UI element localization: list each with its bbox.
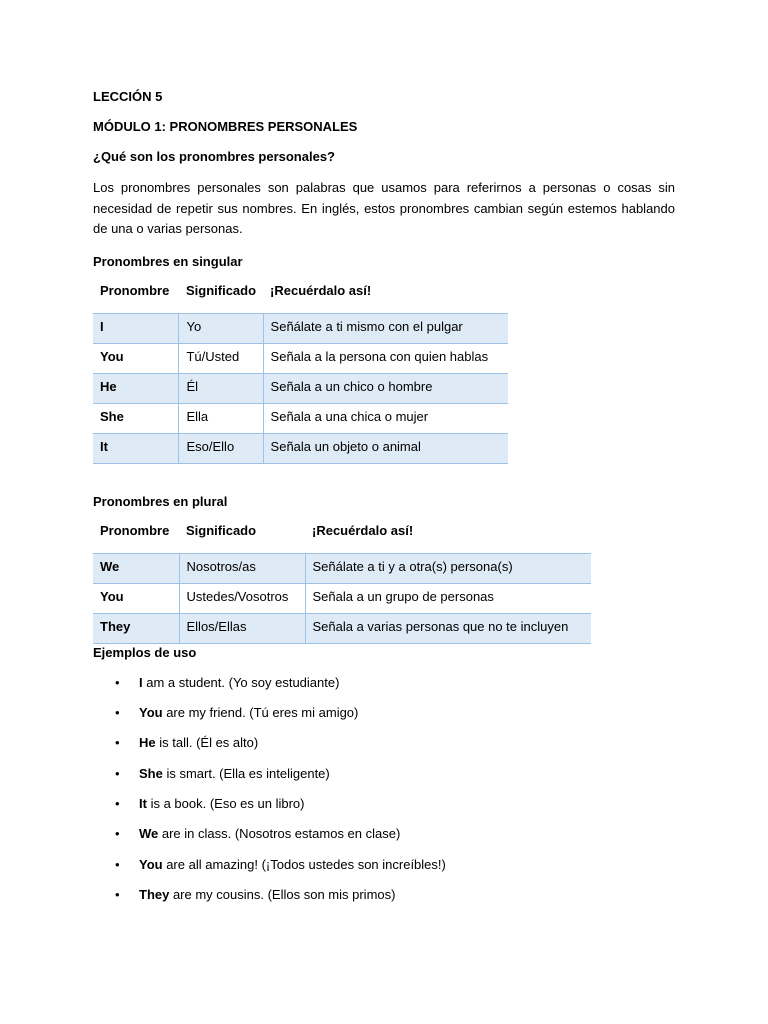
singular-heading: Pronombres en singular [93, 253, 243, 269]
list-item [93, 782, 675, 812]
remember-cell: Señala a un grupo de personas [305, 583, 591, 613]
table-header-row [93, 523, 591, 554]
pronoun-cell: You [93, 583, 179, 613]
singular-pronouns-table [93, 283, 508, 464]
meaning-cell: Ella [179, 403, 263, 433]
table-row [93, 553, 591, 583]
list-item [93, 721, 675, 751]
remember-cell: Señala a una chica o mujer [263, 403, 508, 433]
pronoun-cell: I [93, 313, 179, 343]
meaning-cell: Él [179, 373, 263, 403]
table-header-row [93, 283, 508, 314]
examples-heading: Ejemplos de uso [93, 644, 197, 660]
plural-heading: Pronombres en plural [93, 493, 228, 509]
example-sentence: are all amazing! (¡Todos ustedes son increíbles!) [162, 856, 446, 872]
meaning-cell: Eso/Ello [179, 433, 263, 463]
remember-cell: Señálate a ti mismo con el pulgar [263, 313, 508, 343]
example-pronoun: They [139, 887, 170, 903]
plural-pronouns-table [93, 523, 591, 644]
question-heading: ¿Qué son los pronombres personales? [93, 149, 335, 164]
pronoun-cell: We [93, 553, 179, 583]
column-header-pronoun: Pronombre [100, 282, 170, 298]
bullet-icon: • [115, 674, 120, 690]
example-pronoun: It [139, 796, 147, 812]
list-item [93, 691, 675, 721]
column-header-meaning: Significado [185, 282, 257, 298]
bullet-icon: • [115, 856, 120, 872]
example-pronoun: We [139, 826, 159, 842]
remember-cell: Señala a la persona con quien hablas [263, 343, 508, 373]
example-pronoun: You [139, 704, 163, 720]
pronoun-cell: She [93, 403, 179, 433]
meaning-cell: Tú/Usted [179, 343, 263, 373]
examples-list [93, 661, 675, 904]
meaning-cell: Yo [179, 313, 263, 343]
remember-cell: Señálate a ti y a otra(s) persona(s) [305, 553, 591, 583]
column-header-remember: ¡Recuérdalo así! [312, 522, 414, 538]
bullet-icon: • [115, 704, 120, 720]
table-row [93, 613, 591, 643]
document-page [93, 88, 675, 904]
lesson-title: LECCIÓN 5 [93, 89, 163, 104]
table-row [93, 313, 508, 343]
list-item [93, 843, 675, 873]
pronoun-cell: They [93, 613, 179, 643]
table-row [93, 403, 508, 433]
meaning-cell: Ustedes/Vosotros [179, 583, 305, 613]
table-row [93, 583, 591, 613]
bullet-icon: • [115, 796, 120, 812]
bullet-icon: • [115, 765, 120, 781]
bullet-icon: • [115, 735, 120, 751]
intro-paragraph: Los pronombres personales son palabras que usamos para referirnos a personas o cosas sin necesidad de repetir sus nombres. En inglés, estos pronombres cambian según estemos hablando de una o varias personas. [93, 180, 675, 236]
meaning-cell: Ellos/Ellas [179, 613, 305, 643]
meaning-cell: Nosotros/as [179, 553, 305, 583]
list-item [93, 812, 675, 842]
pronoun-cell: It [93, 433, 179, 463]
list-item [93, 661, 675, 691]
list-item [93, 873, 675, 903]
column-header-pronoun: Pronombre [100, 522, 170, 538]
list-item [93, 752, 675, 782]
column-header-meaning: Significado [186, 522, 257, 538]
table-row [93, 373, 508, 403]
example-pronoun: You [139, 856, 163, 872]
remember-cell: Señala a varias personas que no te incluyen [305, 613, 591, 643]
example-sentence: is a book. (Eso es un libro) [146, 796, 305, 812]
example-sentence: are my cousins. (Ellos son mis primos) [169, 887, 396, 903]
pronoun-cell: He [93, 373, 179, 403]
example-sentence: are in class. (Nosotros estamos en clase) [158, 826, 401, 842]
column-header-remember: ¡Recuérdalo así! [270, 282, 372, 298]
example-sentence: is smart. (Ella es inteligente) [162, 765, 330, 781]
example-sentence: am a student. (Yo soy estudiante) [142, 674, 340, 690]
module-title: MÓDULO 1: PRONOMBRES PERSONALES [93, 119, 358, 134]
table-row [93, 343, 508, 373]
example-sentence: are my friend. (Tú eres mi amigo) [162, 704, 359, 720]
table-row [93, 433, 508, 463]
example-pronoun: I [139, 674, 143, 690]
example-pronoun: She [139, 765, 163, 781]
remember-cell: Señala un objeto o animal [263, 433, 508, 463]
example-pronoun: He [139, 735, 156, 751]
example-sentence: is tall. (Él es alto) [155, 735, 259, 751]
pronoun-cell: You [93, 343, 179, 373]
bullet-icon: • [115, 826, 120, 842]
bullet-icon: • [115, 887, 120, 903]
remember-cell: Señala a un chico o hombre [263, 373, 508, 403]
